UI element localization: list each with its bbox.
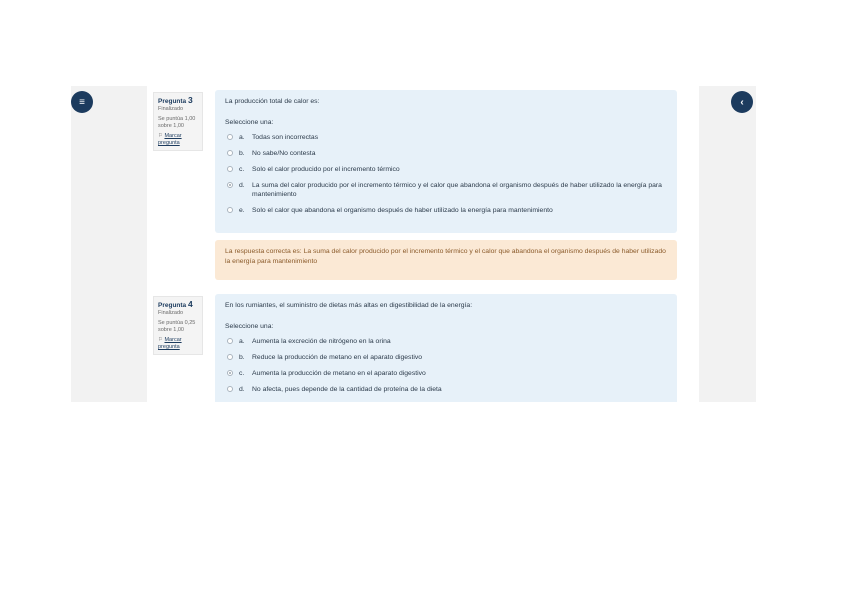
flag-question-label: Marcar pregunta — [158, 337, 182, 350]
answer-text: No sabe/No contesta — [252, 150, 316, 157]
answer-radio[interactable] — [227, 134, 233, 140]
answer-radio[interactable] — [227, 338, 233, 344]
question-number-value: 3 — [187, 95, 193, 105]
question-number-prefix: Pregunta — [158, 98, 187, 105]
question-state: Finalizado — [158, 106, 184, 112]
answer-radio[interactable] — [227, 354, 233, 360]
question-text: En los rumiantes, el suministro de dietas más altas en digestibilidad de la energía: — [225, 302, 473, 309]
page-frame — [71, 86, 756, 402]
answer-radio[interactable] — [227, 386, 233, 392]
answer-prompt: Seleccione una: — [225, 119, 274, 126]
answer-letter: a. — [239, 338, 245, 345]
answer-text: No afecta, pues depende de la cantidad de proteína de la dieta — [252, 386, 442, 393]
answer-option[interactable] — [225, 385, 667, 394]
answer-text: Aumenta la excreción de nitrógeno en la orina — [252, 338, 391, 345]
answer-letter: d. — [239, 182, 245, 189]
right-answer-feedback: La respuesta correcta es: La suma del calor producido por el incremento térmico y el calor que abandona el organismo después de haber utilizado la energía para mantenimiento — [215, 240, 677, 280]
block-drawer-toggle-button[interactable] — [731, 91, 753, 113]
answer-radio[interactable] — [227, 182, 233, 188]
answer-letter: c. — [239, 370, 245, 377]
menu-icon: ≡ — [79, 96, 85, 108]
question-grade: Se puntúa 1,00 sobre 1,00 — [158, 116, 196, 129]
question-info-3 — [153, 92, 203, 151]
question-formulation-4 — [215, 294, 677, 402]
answer-radio[interactable] — [227, 166, 233, 172]
quiz-review-content — [147, 86, 699, 402]
flag-icon: ⚐ — [158, 133, 163, 139]
question-number-value: 4 — [187, 299, 193, 309]
answer-radio[interactable] — [227, 207, 233, 213]
answer-option[interactable] — [225, 353, 667, 362]
answer-option[interactable] — [225, 165, 667, 174]
answer-option[interactable] — [225, 337, 667, 346]
chevron-left-icon: ‹ — [740, 96, 744, 108]
flag-question-link[interactable] — [158, 133, 198, 147]
flag-question-label: Marcar pregunta — [158, 133, 182, 146]
answer-letter: c. — [239, 166, 245, 173]
answer-options — [225, 337, 667, 394]
question-number — [158, 300, 198, 310]
question-text: La producción total de calor es: — [225, 98, 320, 105]
answer-options — [225, 133, 667, 215]
question-info-4 — [153, 296, 203, 355]
drawer-toggle-button[interactable] — [71, 91, 93, 113]
answer-radio[interactable] — [227, 370, 233, 376]
question-number — [158, 96, 198, 106]
answer-letter: e. — [239, 207, 245, 214]
answer-radio[interactable] — [227, 150, 233, 156]
question-state: Finalizado — [158, 310, 184, 316]
answer-option[interactable] — [225, 149, 667, 158]
answer-option[interactable] — [225, 369, 667, 378]
answer-letter: a. — [239, 134, 245, 141]
answer-prompt: Seleccione una: — [225, 323, 274, 330]
question-grade: Se puntúa 0,25 sobre 1,00 — [158, 320, 196, 333]
answer-option[interactable] — [225, 181, 667, 199]
flag-question-link[interactable] — [158, 337, 198, 351]
answer-option[interactable] — [225, 206, 667, 215]
answer-text: Reduce la producción de metano en el aparato digestivo — [252, 354, 423, 361]
answer-letter: d. — [239, 386, 245, 393]
answer-text: Solo el calor que abandona el organismo después de haber utilizado la energía para mantenimiento — [252, 207, 553, 214]
answer-text: Todas son incorrectas — [252, 134, 319, 141]
answer-text: La suma del calor producido por el incremento térmico y el calor que abandona el organismo después de haber utilizado la energía para mantenimiento — [252, 182, 662, 198]
answer-text: Aumenta la producción de metano en el aparato digestivo — [252, 370, 426, 377]
answer-text: Solo el calor producido por el incremento térmico — [252, 166, 400, 173]
answer-letter: b. — [239, 354, 245, 361]
flag-icon: ⚐ — [158, 337, 163, 343]
answer-letter: b. — [239, 150, 245, 157]
answer-option[interactable] — [225, 133, 667, 142]
question-number-prefix: Pregunta — [158, 302, 187, 309]
question-formulation-3 — [215, 90, 677, 233]
